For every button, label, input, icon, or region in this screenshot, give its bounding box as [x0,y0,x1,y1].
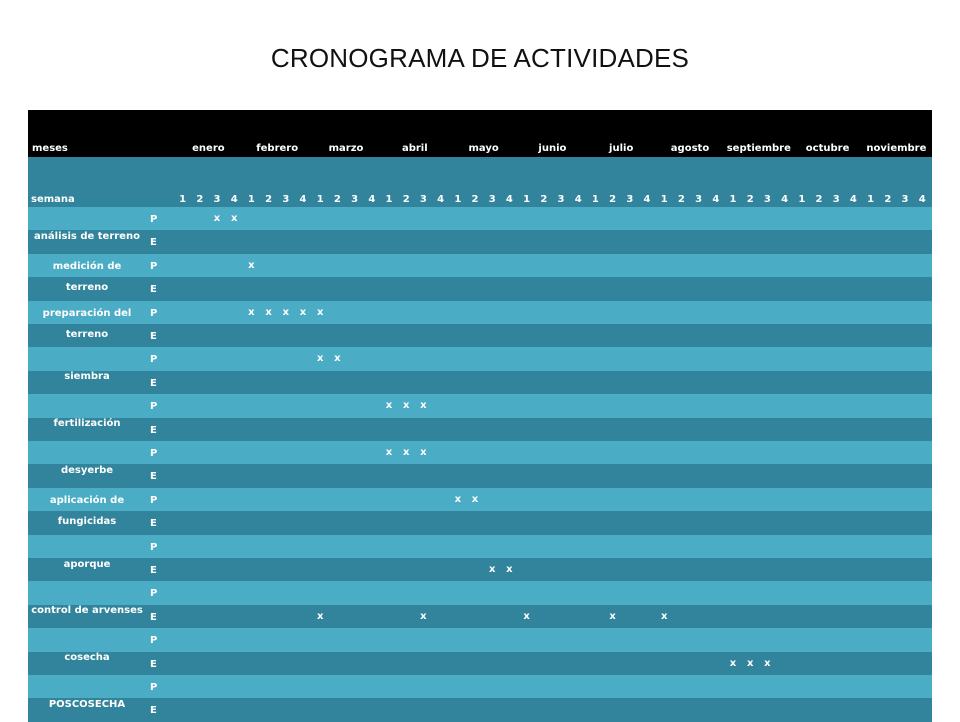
week-label: 2 [333,194,341,205]
schedule-mark: x [402,400,410,412]
month-header-febrero: febrero [256,143,299,154]
week-label: 2 [884,194,892,205]
schedule-mark: x [385,447,393,458]
schedule-mark: x [506,564,513,575]
week-label: 4 [918,194,926,205]
schedule-row [28,301,932,324]
row-type-P: P [150,635,158,647]
row-type-P: P [150,214,158,225]
month-header-julio: julio [609,143,634,154]
week-label: 2 [815,194,823,205]
week-label: 1 [454,194,462,205]
schedule-row [28,464,932,487]
schedule-row [28,698,932,721]
schedule-mark: x [265,306,272,318]
schedule-mark: x [230,213,238,224]
activity-label [28,460,146,481]
week-label: 4 [643,194,651,205]
activity-label [28,413,146,434]
week-label: 2 [540,194,548,205]
schedule-mark: x [660,610,668,622]
activity-label-line: desyerbe [60,464,114,476]
schedule-row [28,254,932,277]
schedule-mark: x [420,447,427,458]
schedule-mark: x [316,306,324,318]
week-label: 4 [505,194,513,205]
month-header-septiembre: septiembre [726,143,791,154]
activity-label-line: preparación del [42,308,132,319]
week-label: 4 [712,194,720,205]
activity-label-line: análisis de terreno [34,230,140,242]
row-type-E: E [150,424,157,436]
activity-label-line: control de arvenses [31,605,143,617]
week-label: 3 [832,194,840,205]
schedule-row [28,324,932,347]
activity-label [28,303,146,345]
schedule-row [28,675,932,698]
week-label: 1 [316,194,324,205]
row-type-P: P [150,401,158,413]
activity-label [28,366,146,387]
schedule-row [28,605,932,628]
activity-label-line: terreno [65,329,109,340]
row-type-E: E [150,237,157,249]
schedule-mark: x [213,213,221,224]
week-label: 1 [247,194,255,205]
month-header-junio: junio [538,143,567,154]
schedule-row [28,488,932,511]
header-top-band [28,110,932,132]
semana-header: semana [31,194,75,205]
week-label: 2 [746,194,754,205]
row-type-P: P [150,260,158,272]
week-label: 3 [351,194,359,205]
schedule-row [28,581,932,604]
schedule-mark: x [316,353,324,365]
week-label: 3 [901,194,909,205]
schedule-row [28,371,932,394]
schedule-mark: x [385,400,393,412]
week-label: 2 [402,194,410,205]
activity-label-line: cosecha [64,652,110,664]
schedule-row [28,277,932,300]
activity-label-line: fertilización [53,418,121,430]
row-type-P: P [150,541,158,553]
activity-label [28,490,146,532]
schedule-row [28,535,932,558]
row-type-P: P [150,494,158,506]
row-type-P: P [150,354,158,366]
row-type-E: E [150,377,157,389]
row-type-E: E [150,565,157,576]
row-type-E: E [150,331,157,342]
week-label: 4 [849,194,857,205]
schedule-mark: x [488,564,496,575]
row-type-P: P [150,307,158,319]
schedule-table [28,110,932,720]
activity-label-line: terreno [65,282,109,294]
schedule-mark: x [282,306,290,318]
schedule-row [28,628,932,651]
week-label: 4 [781,194,789,205]
activity-label-line: siembra [64,371,110,383]
row-type-E: E [150,518,157,530]
week-label: 1 [591,194,599,205]
row-type-P: P [150,448,158,459]
row-type-E: E [150,284,157,296]
week-label: 1 [523,194,531,205]
schedule-row [28,207,932,230]
week-label: 1 [660,194,668,205]
activity-label [28,554,146,575]
activity-label [28,600,146,621]
page-title: CRONOGRAMA DE ACTIVIDADES [270,43,690,73]
schedule-row [28,441,932,464]
week-label: 3 [488,194,496,205]
schedule-row [28,652,932,675]
schedule-mark: x [299,306,307,318]
activity-label [28,694,146,715]
month-header-octubre: octubre [805,143,850,154]
month-header-noviembre: noviembre [866,143,927,154]
row-type-E: E [150,611,157,623]
row-type-E: E [150,658,157,670]
schedule-mark: x [420,610,427,622]
week-label: 1 [385,194,393,205]
schedule-row [28,511,932,534]
schedule-mark: x [471,493,479,505]
schedule-row [28,347,932,370]
schedule-mark: x [248,259,255,271]
week-label: 2 [471,194,479,205]
activity-label [28,256,146,298]
week-label: 3 [282,194,290,205]
schedule-mark: x [746,657,754,669]
schedule-mark: x [454,493,462,505]
schedule-mark: x [248,306,255,318]
week-label: 1 [729,194,737,205]
week-label: 1 [798,194,806,205]
week-label: 3 [213,194,221,205]
activity-label-line: fungicidas [57,516,117,528]
activity-label [28,647,146,668]
activity-label [28,226,146,247]
week-label: 4 [230,194,238,205]
month-header-marzo: marzo [328,143,364,154]
week-label: 4 [574,194,582,205]
week-label: 4 [368,194,376,205]
header-weeks-band [28,157,932,207]
row-type-E: E [150,705,157,717]
month-header-abril: abril [401,143,428,154]
schedule-row [28,418,932,441]
month-header-agosto: agosto [670,143,710,154]
week-label: 2 [196,194,204,205]
week-label: 2 [609,194,617,205]
schedule-mark: x [729,657,737,669]
week-label: 3 [419,194,427,205]
month-header-mayo: mayo [468,143,499,154]
meses-header: meses [32,143,68,154]
activity-label-line: aporque [63,558,111,570]
week-label: 4 [437,194,445,205]
schedule-mark: x [523,610,530,622]
week-label: 3 [763,194,771,205]
schedule-row [28,558,932,581]
week-label: 1 [867,194,875,205]
row-type-P: P [150,682,158,693]
schedule-mark: x [764,657,771,669]
row-type-E: E [150,471,157,483]
week-label: 2 [265,194,273,205]
week-label: 2 [677,194,685,205]
schedule-row [28,394,932,417]
schedule-row [28,230,932,253]
activity-label-line: aplicación de [49,495,125,507]
schedule-mark: x [420,400,427,412]
week-label: 3 [695,194,703,205]
activity-label-line: POSCOSECHA [48,698,126,710]
month-header-enero: enero [192,143,225,154]
week-label: 3 [557,194,565,205]
activity-label-line: medición de [52,261,122,273]
schedule-mark: x [334,353,341,365]
schedule-mark: x [609,610,616,622]
week-label: 1 [179,194,187,205]
schedule-mark: x [316,610,324,622]
schedule-mark: x [402,447,410,458]
row-type-P: P [150,588,158,600]
week-label: 4 [299,194,307,205]
week-label: 3 [626,194,634,205]
